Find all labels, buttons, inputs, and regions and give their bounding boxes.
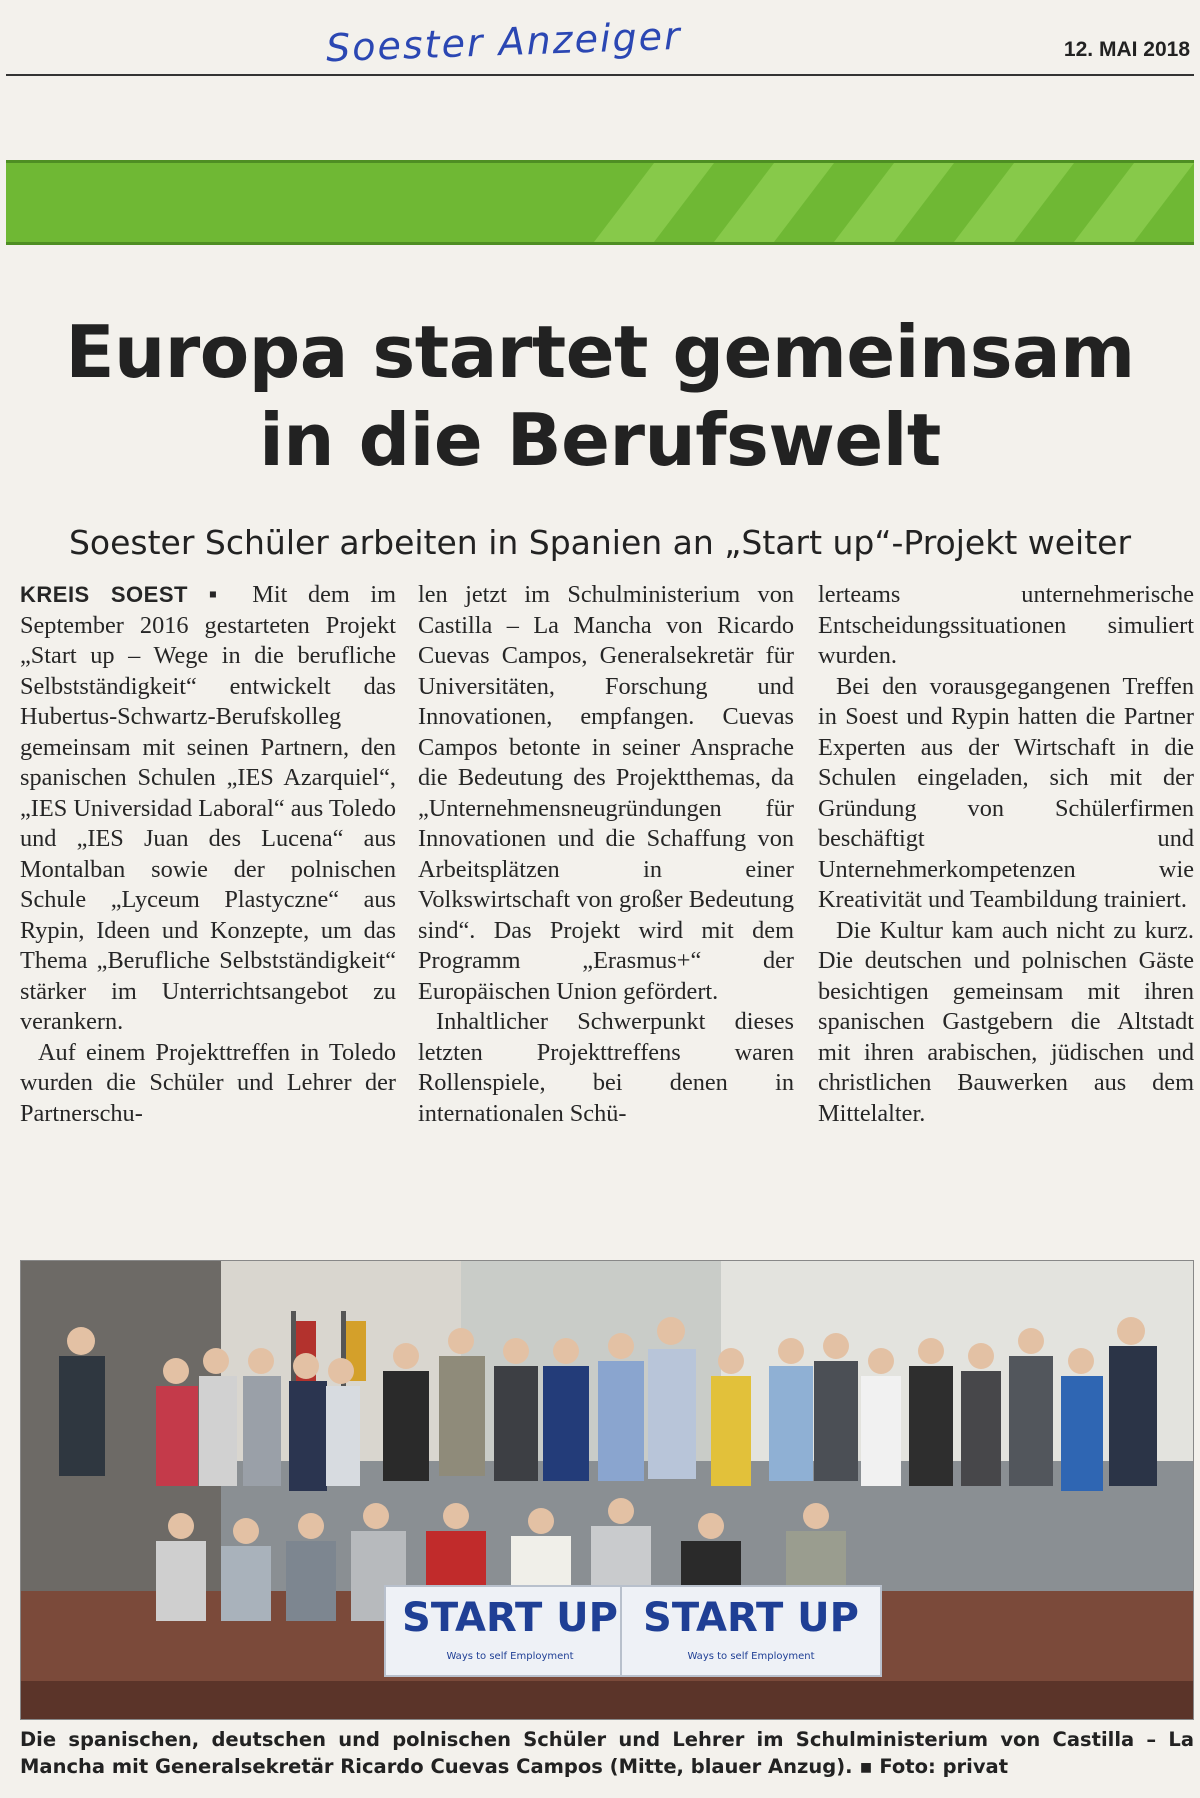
article-headline xyxy=(20,308,1180,484)
headline-line-2: in die Berufswelt xyxy=(259,398,941,482)
banner-title: START UP xyxy=(402,1595,618,1641)
paragraph: Auf einem Projekttreffen in Toledo wurden die Schüler und Lehrer der Partnerschu- xyxy=(20,1038,396,1127)
photo-caption: Die spanischen, deutschen und polnischen Schüler und Lehrer im Schulministerium von Castilla – La Mancha mit Generalsekretär Ricardo Cuevas Campos (Mitte, blauer Anzug). ▪ Foto: privat xyxy=(20,1728,1194,1778)
band-stripes-graphic xyxy=(594,163,1194,242)
paragraph: lerteams unternehmerische Entscheidungssituationen simuliert wurden. xyxy=(818,581,1194,669)
start-up-banner-right xyxy=(621,1586,881,1676)
article-subheadline: Soester Schüler arbeiten in Spanien an „Start up“-Projekt weiter xyxy=(68,523,1132,562)
banner-subtitle: Ways to self Employment xyxy=(687,1651,815,1662)
handwritten-newspaper-name: Soester Anzeiger xyxy=(325,13,683,71)
article-column-1 xyxy=(20,580,396,1129)
start-up-banner-left xyxy=(385,1586,635,1676)
paragraph: Bei den vorausgegangenen Treffen in Soest und Rypin hatten die Partner Experten aus der Wirtschaft in die Schulen eingeladen, sich mit der Gründung von Schülerfirmen beschäftigt und Unternehmerkompetenzen wie Kreativität und Teambildung trainiert. xyxy=(818,672,1194,913)
group-photo xyxy=(20,1260,1194,1720)
banner-title: START UP xyxy=(643,1595,859,1641)
green-section-band xyxy=(6,160,1194,245)
masthead xyxy=(6,13,1194,80)
paragraph: len jetzt im Schulministerium von Castilla – La Mancha von Ricardo Cuevas Campos, Generalsekretär für Universitäten, Forschung und Innovationen, empfangen. Cuevas Campos betonte in seiner Ansprache die Bedeutung des Projektthemas, da „Unternehmensneugründungen für Innovationen und die Schaffung von Arbeitsplätzen in einer Volkswirtschaft von großer Bedeutung sind“. Das Projekt wird mit dem Programm „Erasmus+“ der Europäischen Union gefördert. xyxy=(418,581,794,1005)
headline-line-1: Europa startet gemeinsam xyxy=(65,310,1135,394)
banner-subtitle: Ways to self Employment xyxy=(446,1651,574,1662)
masthead-rule xyxy=(6,74,1194,76)
article-body xyxy=(20,580,1194,1230)
issue-date: 12. MAI 2018 xyxy=(1063,38,1190,61)
article-column-3 xyxy=(818,580,1194,1129)
group-photo-illustration xyxy=(21,1261,1194,1720)
dateline: KREIS SOEST xyxy=(20,582,188,607)
paragraph-text: Mit dem im September 2016 gestarteten Projekt „Start up – Wege in die berufliche Selbstständigkeit“ entwickelt das Hubertus-Schwartz-Berufskolleg gemeinsam mit seinen Partnern, den spanischen Schulen „IES Azarquiel“, „IES Universidad Laboral“ aus Toledo und „IES Juan des Lucena“ aus Montalban sowie der polnischen Schule „Lyceum Plastyczne“ aus Rypin, Ideen und Konzepte, um das Thema „Berufliche Selbstständigkeit“ stärker im Unterrichtsangebot zu verankern. xyxy=(20,581,397,1035)
paragraph: Inhaltlicher Schwerpunkt dieses letzten Projekttreffens waren Rollenspiele, bei denen in internationalen Schü- xyxy=(418,1008,794,1127)
paragraph: Die Kultur kam auch nicht zu kurz. Die deutschen und polnischen Gäste besichtigen gemeinsam mit ihren spanischen Gastgebern die Altstadt mit ihren arabischen, jüdischen und christlichen Bauwerken aus dem Mittelalter. xyxy=(818,916,1194,1127)
paragraph xyxy=(20,580,396,1038)
article-column-2 xyxy=(418,580,794,1129)
bullet-separator: ▪ xyxy=(208,581,232,608)
